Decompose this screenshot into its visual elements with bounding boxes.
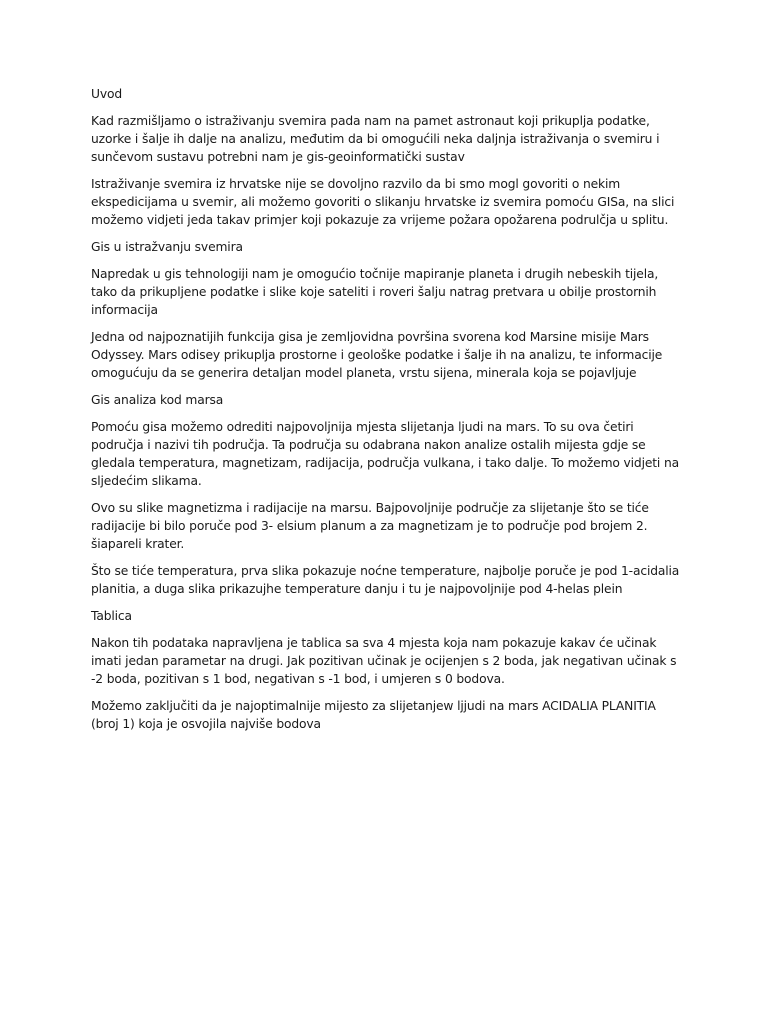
document-body <box>91 85 681 742</box>
paragraph-gis-progress: Napredak u gis tehnologiji nam je omogućio točnije mapiranje planeta i drugih nebeskih tijela, tako da prikupljene podatke i slike koje sateliti i roveri šalju natrag pretvara u obilje prostornih informacija <box>91 267 659 317</box>
heading-uvod: Uvod <box>91 87 123 101</box>
paragraph-conclusion: Možemo zaključiti da je najoptimalnije mijesto za slijetanjew ljjudi na mars ACIDALIA PLANITIA (broj 1) koja je osvojila najviše bodova <box>91 699 656 731</box>
paragraph-temperature: Što se tiće temperatura, prva slika pokazuje noćne temperature, najbolje poruče je pod 1-acidalia planitia, a duga slika prikazujhe temperature danju i tu je najpovoljnije pod 4-helas plein <box>91 564 680 596</box>
heading-gis-space: Gis u istražvanju svemira <box>91 240 243 254</box>
paragraph-croatia: Istraživanje svemira iz hrvatske nije se dovoljno razvilo da bi smo mogl govoriti o nekim ekspedicijama u svemir, ali možemo govoriti o slikanju hrvatske iz svemira pomoću GISa, na slici možemo vidjeti jeda takav primjer koji pokazuje za vrijeme požara opožarena podrulčja u splitu. <box>91 177 675 227</box>
paragraph-magnetism-radiation: Ovo su slike magnetizma i radijacije na marsu. Bajpovoljnije područje za slijetanje što se tiće radijacije bi bilo poruče pod 3- elsium planum a za magnetizam je to područje pod brojem 2. šiapareli krater. <box>91 501 649 551</box>
paragraph-intro: Kad razmišljamo o istraživanju svemira pada nam na pamet astronaut koji prikuplja podatke, uzorke i šalje ih dalje na analizu, međutim da bi omogućili neka daljnja istraživanja o svemiru i sunčevom sustavu potrebni nam je gis-geoinformatički sustav <box>91 114 660 164</box>
paragraph-mars-odyssey: Jedna od najpoznatijih funkcija gisa je zemljovidna površina svorena kod Marsine misije Mars Odyssey. Mars odisey prikuplja prostorne i geološke podatke i šalje ih na analizu, te informacije omogućuju da se generira detaljan model planeta, vrstu sijena, minerala koja se pojavljuje <box>91 330 663 380</box>
heading-tablica: Tablica <box>91 609 132 623</box>
paragraph-table-scoring: Nakon tih podataka napravljena je tablica sa sva 4 mjesta koja nam pokazuje kakav će učinak imati jedan parametar na drugi. Jak pozitivan učinak je ocijenjen s 2 boda, jak negativan učinak s -2 boda, pozitivan s 1 bod, negativan s -1 bod, i umjeren s 0 bodova. <box>91 636 677 686</box>
paragraph-landing-sites: Pomoću gisa možemo odrediti najpovoljnija mjesta slijetanja ljudi na mars. To su ova četiri područja i nazivi tih područja. Ta područja su odabrana nakon analize ostalih mijesta gdje se gledala temperatura, magnetizam, radijacija, područja vulkana, i tako dalje. To možemo vidjeti na sljedećim slikama. <box>91 420 679 488</box>
heading-gis-mars: Gis analiza kod marsa <box>91 393 224 407</box>
